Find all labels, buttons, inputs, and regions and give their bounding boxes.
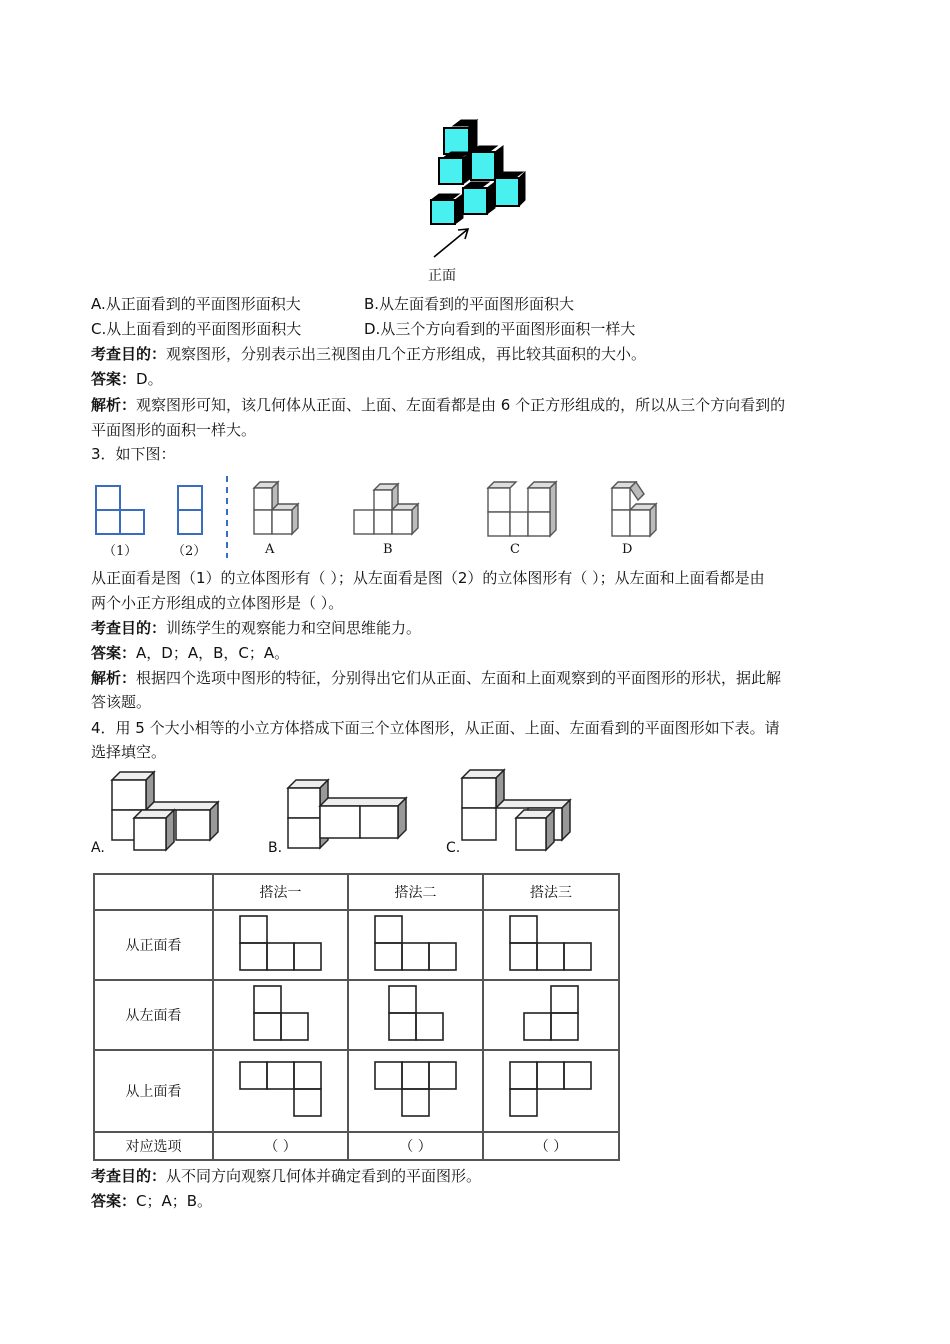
fig-label-c: C [510,542,520,557]
q3-question-cont: 两个小正方形组成的立体图形是（ ）。 [91,594,344,612]
table-row [94,1132,619,1160]
views-table [93,873,620,1161]
header-cell [94,874,213,910]
fig-label-a: A [265,542,275,557]
cube [439,152,471,184]
option-d: D.从三个方向看到的平面图形面积一样大 [364,320,636,338]
solid-c [462,770,570,850]
answer-blank: （ ） [213,1132,348,1160]
left-view-3 [522,984,580,1042]
fig-label-2: （2） [172,544,207,559]
q4-purpose [91,1166,481,1186]
view-shape-1 [96,486,144,534]
q3-analysis [91,668,781,688]
table-row [94,1050,619,1132]
cube [495,172,525,206]
header-cell: 搭法二 [348,874,483,910]
table-row [94,910,619,980]
q4-figures [108,768,578,856]
front-view-1 [238,914,324,972]
q2-analysis [91,395,785,415]
view-cell [213,910,348,980]
answer-label: 答案： [91,1192,137,1210]
q3-heading: 3．如下图： [91,445,176,463]
q3-question: 从正面看是图（1）的立体图形有（ ）；从左面看是图（2）的立体图形有（ ）；从左面和上面看都是由 [91,569,765,587]
answer-blank: （ ） [483,1132,619,1160]
row-label: 从左面看 [94,980,213,1050]
top-view-1 [238,1060,324,1118]
answer-label: 答案： [91,370,137,388]
answer-text: A，D；A，B，C；A。 [136,644,290,662]
cube-pyramid-figure [425,118,535,233]
purpose-text: 观察图形，分别表示出三视图由几个正方形组成，再比较其面积的大小。 [166,345,647,363]
answer-blank: （ ） [348,1132,483,1160]
left-view-1 [252,984,310,1042]
q2-answer [91,369,163,389]
cube [444,120,477,154]
header-cell: 搭法一 [213,874,348,910]
row-label: 对应选项 [94,1132,213,1160]
fig-label-a: A. [91,840,105,856]
cube [431,194,463,224]
view-cell [213,980,348,1050]
option-a: A.从正面看到的平面图形面积大 [91,295,301,313]
fig-label-b: B. [268,840,283,856]
front-view-2 [373,914,459,972]
row-label: 从上面看 [94,1050,213,1132]
solid-b [288,780,406,848]
cube [471,146,503,180]
view-cell [483,980,619,1050]
left-view-2 [387,984,445,1042]
front-label: 正面 [428,268,456,284]
table-row [94,980,619,1050]
purpose-text: 训练学生的观察能力和空间思维能力。 [166,619,422,637]
q4-question-cont: 选择填空。 [91,743,167,761]
cube [463,182,495,214]
analysis-label: 解析： [91,669,137,687]
answer-label: 答案： [91,644,137,662]
front-view-3 [508,914,594,972]
analysis-label: 解析： [91,396,137,414]
table-header-row [94,874,619,910]
view-cell [348,1050,483,1132]
q2-purpose [91,344,646,364]
solid-b [354,484,418,534]
solid-c [488,482,556,536]
solid-a [254,482,298,534]
fig-label-1: （1） [103,544,138,559]
q4-question: 4．用 5 个大小相等的小立方体搭成下面三个立体图形，从正面、上面、左面看到的平面图形如下表。请 [91,719,780,737]
row-label: 从正面看 [94,910,213,980]
view-cell [348,910,483,980]
purpose-label: 考查目的： [91,619,167,637]
view-cell [483,1050,619,1132]
view-shape-2 [178,486,202,534]
purpose-text: 从不同方向观察几何体并确定看到的平面图形。 [166,1167,482,1185]
fig-label-d: D [622,542,633,557]
answer-text: C；A；B。 [136,1192,213,1210]
purpose-label: 考查目的： [91,1167,167,1185]
option-b: B.从左面看到的平面图形面积大 [364,295,575,313]
analysis-text: 观察图形可知，该几何体从正面、上面、左面看都是由 6 个正方形组成的，所以从三个方向看到的 [136,396,786,414]
analysis-text: 根据四个选项中图形的特征，分别得出它们从正面、左面和上面观察到的平面图形的形状，据此解 [136,669,782,687]
solid-a [112,772,218,850]
q2-analysis-cont: 平面图形的面积一样大。 [91,421,257,439]
view-cell [483,910,619,980]
purpose-label: 考查目的： [91,345,167,363]
q4-answer [91,1191,212,1211]
solid-d [612,482,656,536]
view-cell [348,980,483,1050]
top-view-3 [508,1060,594,1118]
q3-answer [91,643,289,663]
answer-text: D。 [136,370,163,388]
q3-analysis-cont: 答该题。 [91,693,152,711]
q3-purpose [91,618,421,638]
top-view-2 [373,1060,459,1118]
header-cell: 搭法三 [483,874,619,910]
view-cell [213,1050,348,1132]
fig-label-b: B [383,542,393,557]
front-arrow [430,225,475,260]
fig-label-c: C. [446,840,461,856]
option-c: C.从上面看到的平面图形面积大 [91,320,302,338]
